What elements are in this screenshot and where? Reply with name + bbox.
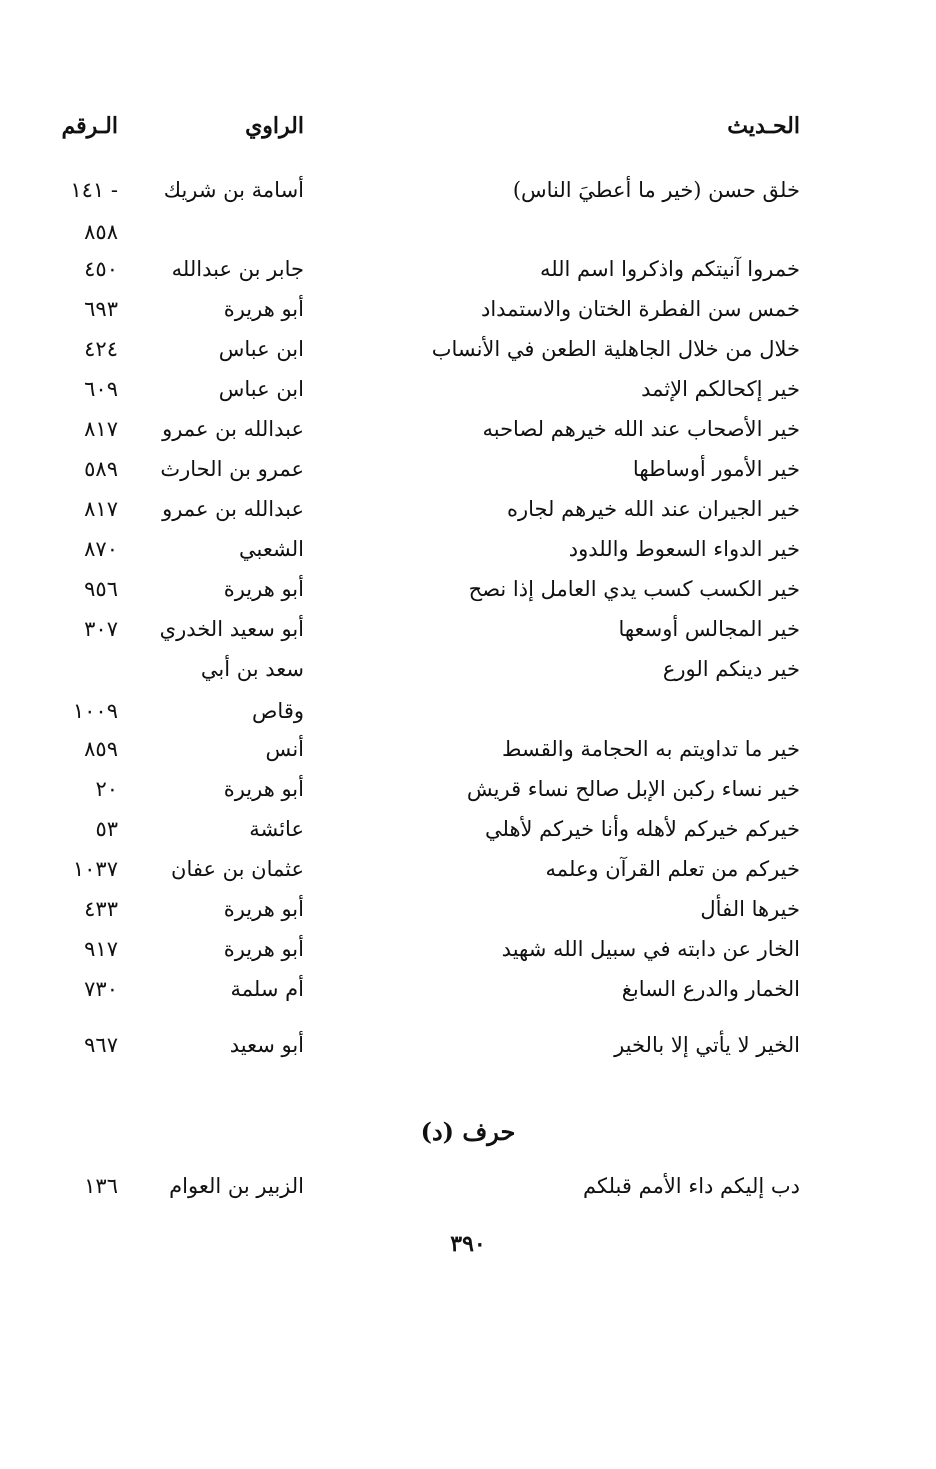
hadith-number: - ١٤١ (70, 178, 118, 202)
hadith-number: ٥٣ (95, 817, 118, 841)
page-number: ٣٩٠ (450, 1231, 486, 1257)
hadith-text: خلال من خلال الجاهلية الطعن في الأنساب (431, 337, 800, 361)
table-row (0, 249, 936, 289)
table-row (0, 329, 936, 369)
hadith-text: خيركم خيركم لأهله وأنا خيركم لأهلي (485, 817, 800, 841)
hadith-text: خير الدواء السعوط واللدود (568, 537, 800, 561)
table-row (0, 489, 936, 529)
table-row (0, 929, 936, 969)
table-row (0, 769, 936, 809)
table-row (0, 289, 936, 329)
table-row (0, 369, 936, 409)
narrator-name: أسامة بن شريك (163, 178, 304, 202)
header-number: الـرقم (61, 113, 118, 139)
hadith-text: خير الأمور أوساطها (632, 457, 800, 481)
narrator-name: ابن عباس (218, 377, 304, 401)
hadith-text: الخير لا يأتي إلا بالخير (614, 1033, 800, 1057)
hadith-number: ١٠٣٧ (72, 857, 118, 881)
hadith-text: خير ما تداويتم به الحجامة والقسط (502, 737, 800, 761)
hadith-text: خير الأصحاب عند الله خيرهم لصاحبه (482, 417, 800, 441)
table-row (0, 569, 936, 609)
hadith-number: ٤٢٤ (84, 337, 118, 361)
narrator-name: أنس (265, 737, 304, 761)
hadith-number: ٨٧٠ (84, 537, 118, 561)
narrator-name: أبو هريرة (223, 577, 304, 601)
hadith-number: ٦٠٩ (84, 377, 118, 401)
hadith-number: ٩٥٦ (84, 577, 118, 601)
table-row (0, 889, 936, 929)
narrator-name: عبدالله بن عمرو (162, 417, 304, 441)
table-row (0, 969, 936, 1009)
hadith-text: الخمار والدرع السابغ (621, 977, 800, 1001)
table-row (0, 609, 936, 649)
narrator-name: عبدالله بن عمرو (162, 497, 304, 521)
hadith-number: ٧٣٠ (84, 977, 118, 1001)
narrator-name: ابن عباس (218, 337, 304, 361)
table-row (0, 691, 936, 731)
narrator-name: وقاص (252, 699, 304, 723)
hadith-number: ٢٠ (95, 777, 118, 801)
narrator-name: أبو هريرة (223, 777, 304, 801)
narrator-name: أبو هريرة (223, 937, 304, 961)
header-narrator: الراوي (245, 113, 304, 139)
hadith-number: ٤٣٣ (84, 897, 118, 921)
narrator-name: سعد بن أبي (200, 657, 304, 681)
narrator-name: أبو هريرة (223, 897, 304, 921)
narrator-name: جابر بن عبدالله (171, 257, 304, 281)
narrator-name: أبو سعيد (229, 1033, 304, 1057)
table-row (0, 212, 936, 252)
hadith-number: ٨١٧ (84, 417, 118, 441)
hadith-text: خير إكحالكم الإثمد (641, 377, 800, 401)
hadith-text: خير المجالس أوسعها (618, 617, 800, 641)
table-row (0, 729, 936, 769)
table-row (0, 1025, 936, 1065)
hadith-number: ٥٨٩ (84, 457, 118, 481)
hadith-text: خلق حسن (خير ما أعطيَ الناس) (512, 178, 800, 202)
hadith-number: ٩٦٧ (84, 1033, 118, 1057)
hadith-text: خير نساء ركبن الإبل صالح نساء قريش (466, 777, 800, 801)
header-hadith: الحـديث (727, 113, 800, 139)
table-row (0, 809, 936, 849)
table-row (0, 449, 936, 489)
hadith-text: خيرها الفأل (700, 897, 800, 921)
hadith-text: خيركم من تعلم القرآن وعلمه (545, 857, 800, 881)
hadith-number: ٣٠٧ (84, 617, 118, 641)
hadith-number: ١٠٠٩ (72, 699, 118, 723)
narrator-name: أبو هريرة (223, 297, 304, 321)
hadith-number: ٨٥٩ (84, 737, 118, 761)
hadith-text: خير الكسب كسب يدي العامل إذا نصح (468, 577, 800, 601)
hadith-text: دب إليكم داء الأمم قبلكم (583, 1174, 800, 1198)
hadith-number: ٦٩٣ (84, 297, 118, 321)
section-title: حرف (د) (420, 1117, 516, 1146)
narrator-name: أبو سعيد الخدري (159, 617, 304, 641)
hadith-text: خير الجيران عند الله خيرهم لجاره (506, 497, 800, 521)
narrator-name: عمرو بن الحارث (160, 457, 304, 481)
hadith-number: ٤٥٠ (84, 257, 118, 281)
table-row (0, 1166, 936, 1206)
narrator-name: عائشة (249, 817, 304, 841)
hadith-text: خمروا آنيتكم واذكروا اسم الله (539, 257, 800, 281)
narrator-name: الشعبي (239, 537, 304, 561)
table-row (0, 529, 936, 569)
hadith-text: خمس سن الفطرة الختان والاستمداد (480, 297, 800, 321)
hadith-number: ٩١٧ (84, 937, 118, 961)
hadith-text: خير دينكم الورع (662, 657, 800, 681)
narrator-name: الزبير بن العوام (169, 1174, 304, 1198)
table-row (0, 409, 936, 449)
hadith-number: ١٣٦ (84, 1174, 118, 1198)
table-row (0, 849, 936, 889)
hadith-text: الخار عن دابته في سبيل الله شهيد (501, 937, 800, 961)
narrator-name: أم سلمة (230, 977, 304, 1001)
hadith-number: ٨٥٨ (84, 220, 118, 244)
hadith-number: ٨١٧ (84, 497, 118, 521)
narrator-name: عثمان بن عفان (171, 857, 304, 881)
column-header-row (0, 106, 936, 146)
table-row (0, 649, 936, 689)
table-row (0, 170, 936, 210)
